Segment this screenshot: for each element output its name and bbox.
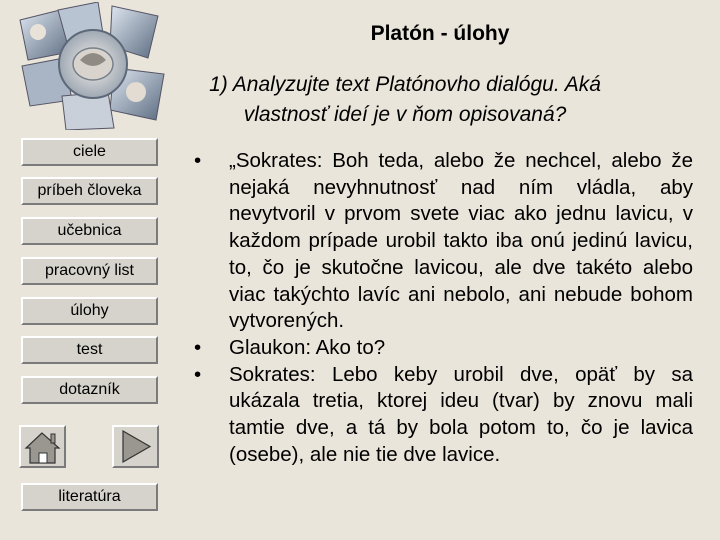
nav-ulohy-button[interactable]: úlohy xyxy=(21,297,158,325)
dialogue-text xyxy=(188,148,693,468)
dialogue-paragraph: Sokrates: Lebo keby urobil dve, opäť by sa ukázala tretia, ktorej ideu (tvar) by znovu mali tamtie dve, a tá by bola potom to, čo je lavica (osebe), ale nie tie dve lavice. xyxy=(229,362,693,466)
question-line-1: 1) Analyzujte text Platónovho dialógu. Aká xyxy=(209,73,601,96)
nav-pribeh-button[interactable]: príbeh človeka xyxy=(21,177,158,205)
nav-ciele-button[interactable]: ciele xyxy=(21,138,158,166)
home-button[interactable] xyxy=(19,425,66,468)
list-item xyxy=(188,148,693,335)
bullet: • xyxy=(194,362,202,386)
nav-literatura-button[interactable]: literatúra xyxy=(21,483,158,511)
question-line-2: vlastnosť ideí je v ňom opisovaná? xyxy=(243,103,567,126)
nav-pracovny-list-button[interactable]: pracovný list xyxy=(21,257,158,285)
next-button[interactable] xyxy=(112,425,159,468)
nav-dotaznik-button[interactable]: dotazník xyxy=(21,376,158,404)
question-text xyxy=(170,70,640,130)
home-icon xyxy=(21,427,64,466)
bullet: • xyxy=(194,335,202,359)
logo-collage xyxy=(18,2,168,130)
next-arrow-icon xyxy=(114,427,157,466)
list-item xyxy=(188,362,693,469)
page-title: Platón - úlohy xyxy=(370,22,510,45)
nav-test-button[interactable]: test xyxy=(21,336,158,364)
nav-ucebnica-button[interactable]: učebnica xyxy=(21,217,158,245)
dialogue-paragraph: Glaukon: Ako to? xyxy=(229,335,386,359)
bullet: • xyxy=(194,149,202,172)
dialogue-paragraph: „Sokrates: Boh teda, alebo že nechcel, alebo že nejaká nevyhnutnosť nad ním vládla, aby nevytvoril v prvom svete viac ako jednu lavicu, v každom prípade urobil takto iba onú jedinú lavicu, to, čo je skutočne lavicou, ale dve takéto alebo viac takýchto lavíc ani nebolo, ani nebude bohom vytvorených. xyxy=(229,149,693,333)
list-item xyxy=(188,335,693,362)
